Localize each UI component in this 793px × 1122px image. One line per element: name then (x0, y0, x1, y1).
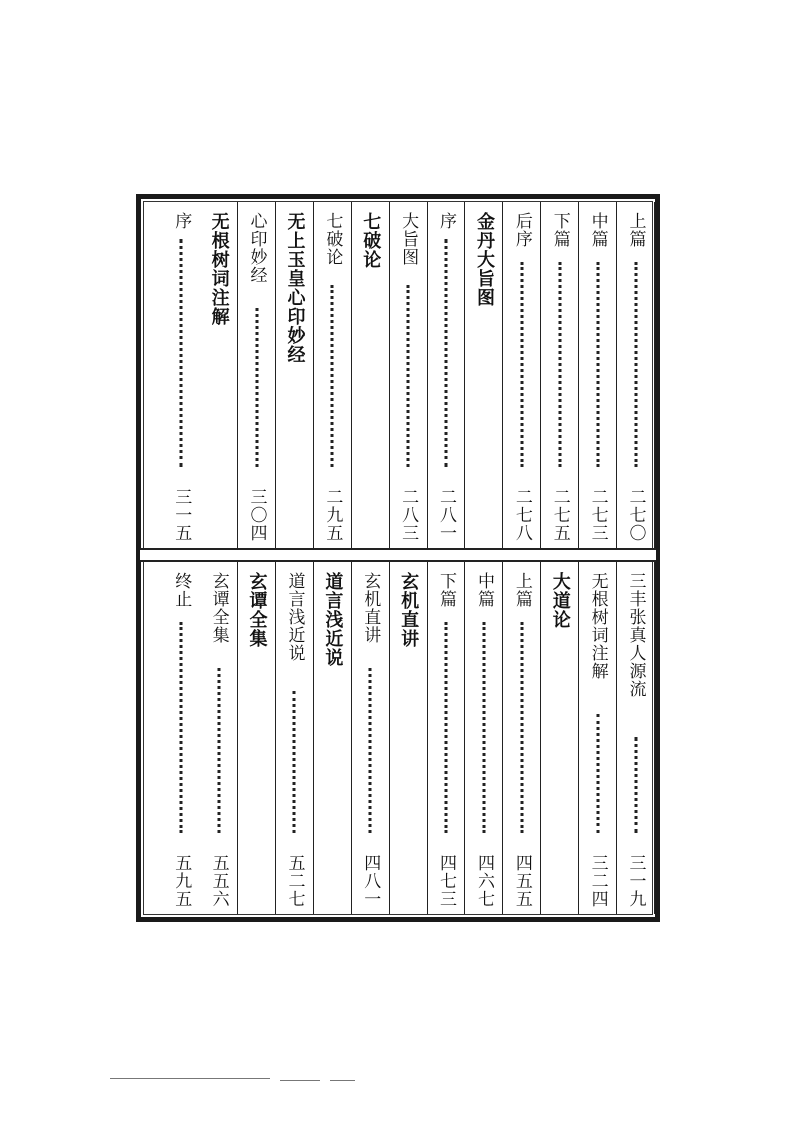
entry-title: 后序 (511, 212, 532, 248)
page-number: 四六七 (473, 854, 494, 908)
entry-title: 中篇 (587, 212, 608, 248)
toc-entry (314, 562, 352, 914)
entry-title: 大旨图 (398, 212, 419, 266)
toc-entry (390, 562, 428, 914)
dot-leader (520, 262, 523, 467)
entry-title: 下篇 (436, 572, 457, 608)
toc-entry (503, 202, 541, 548)
toc-entry (428, 562, 466, 914)
page-number: 二七〇 (625, 488, 646, 542)
dot-leader (634, 737, 637, 833)
dot-leader (596, 714, 599, 833)
dot-leader (293, 691, 296, 833)
toc-entry (352, 202, 390, 548)
entry-title: 无根树词注解 (587, 572, 608, 680)
page-number: 二九五 (322, 488, 343, 542)
dot-leader (217, 668, 220, 833)
page-number: 三一九 (625, 854, 646, 908)
toc-entry (428, 202, 466, 548)
dot-leader (520, 622, 523, 833)
toc-entry (238, 562, 276, 914)
page-number: 三〇四 (246, 488, 267, 542)
toc-entry (466, 562, 504, 914)
section-heading: 道言浅近说 (322, 572, 344, 667)
section-heading: 无上玉皇心印妙经 (284, 212, 306, 364)
toc-entry (276, 562, 314, 914)
section-divider (140, 548, 656, 562)
toc-entry (162, 202, 200, 548)
section-heading: 无根树词注解 (208, 212, 230, 326)
page-number: 五五六 (208, 854, 229, 908)
entry-title: 玄机直讲 (360, 572, 381, 644)
dot-leader (634, 262, 637, 467)
toc-entry (503, 562, 541, 914)
entry-title: 序 (436, 212, 457, 230)
toc-entry (541, 562, 579, 914)
toc-entry (276, 202, 314, 548)
page-number: 二七三 (587, 488, 608, 542)
page-number: 五二七 (284, 854, 305, 908)
dot-leader (482, 622, 485, 833)
entry-title: 七破论 (322, 212, 343, 266)
toc-entry (200, 562, 238, 914)
toc-entry (579, 202, 617, 548)
dot-leader (407, 285, 410, 467)
toc-entry (162, 562, 200, 914)
page-number: 三一五 (171, 488, 192, 542)
entry-title: 中篇 (473, 572, 494, 608)
dot-leader (558, 262, 561, 467)
toc-entry (390, 202, 428, 548)
section-heading: 大道论 (549, 572, 571, 629)
dot-leader (445, 239, 448, 467)
scan-artifact-line (330, 1080, 355, 1081)
toc-entry (617, 562, 655, 914)
page-number: 二八三 (398, 488, 419, 542)
entry-title: 下篇 (549, 212, 570, 248)
section-heading: 七破论 (360, 212, 382, 269)
page-number: 二七五 (549, 488, 570, 542)
dot-leader (255, 308, 258, 467)
section-heading: 金丹大旨图 (473, 212, 495, 307)
toc-entry (200, 202, 238, 548)
page-number: 二七八 (511, 488, 532, 542)
entry-title: 上篇 (511, 572, 532, 608)
page-number: 四八一 (360, 854, 381, 908)
dot-leader (180, 622, 183, 833)
toc-entry (314, 202, 352, 548)
toc-entry (352, 562, 390, 914)
entry-title: 序 (171, 212, 192, 230)
section-heading: 玄谭全集 (246, 572, 268, 648)
scan-artifact-line (110, 1078, 270, 1079)
toc-entry (541, 202, 579, 548)
dot-leader (445, 622, 448, 833)
entry-title: 道言浅近说 (284, 572, 305, 662)
page-number: 四七三 (436, 854, 457, 908)
dot-leader (369, 668, 372, 833)
page-number: 五九五 (171, 854, 192, 908)
entry-title: 三丰张真人源流 (625, 572, 646, 698)
section-heading: 玄机直讲 (398, 572, 420, 648)
entry-title: 心印妙经 (246, 212, 267, 284)
toc-entry (617, 202, 655, 548)
dot-leader (331, 285, 334, 467)
scan-artifact-line (280, 1080, 320, 1081)
page-number: 二八一 (436, 488, 457, 542)
entry-title: 上篇 (625, 212, 646, 248)
toc-entry (579, 562, 617, 914)
dot-leader (596, 262, 599, 467)
dot-leader (180, 239, 183, 467)
toc-entry (238, 202, 276, 548)
entry-title: 终止 (171, 572, 192, 608)
page-number: 四五五 (511, 854, 532, 908)
page-number: 三二四 (587, 854, 608, 908)
toc-entry (466, 202, 504, 548)
entry-title: 玄谭全集 (208, 572, 229, 644)
